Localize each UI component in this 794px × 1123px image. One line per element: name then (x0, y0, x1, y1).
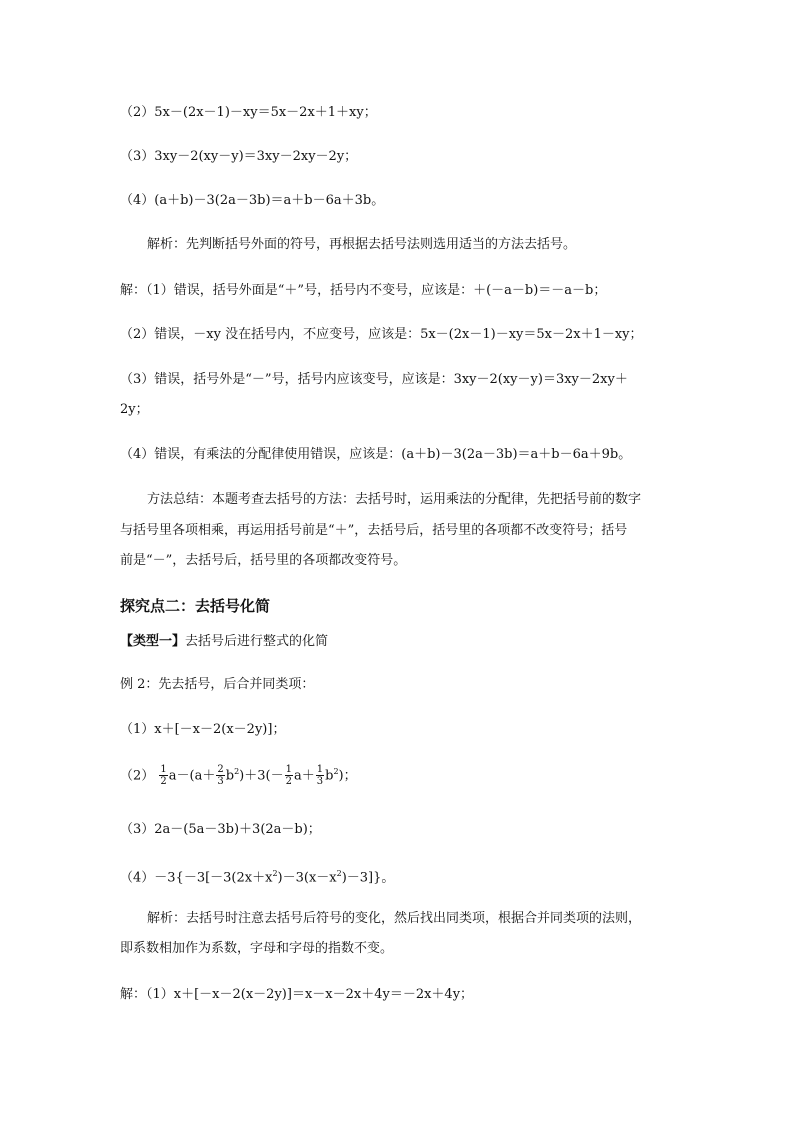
text: )－3(x－x (277, 870, 337, 886)
type-label: 【类型一】 (120, 634, 186, 649)
numerator: 1 (285, 764, 292, 776)
text: （2） (120, 768, 155, 784)
exponent: 2 (234, 767, 240, 776)
answer-line-4: （4）(a＋b)－3(2a－3b)＝a＋b－6a＋3b。 (120, 193, 385, 208)
denominator: 3 (316, 776, 324, 788)
text: （4）－3{－3[－3(2x＋x (120, 870, 273, 886)
denominator: 3 (217, 776, 224, 788)
problem-2 (120, 763, 357, 787)
solution-2-line-1: 解：（1）x＋[－x－2(x－2y)]＝x－x－2x＋4y＝－2x＋4y； (120, 987, 474, 1002)
denominator: 2 (285, 776, 292, 788)
problem-1: （1）x＋[－x－2(x－2y)]； (120, 722, 286, 737)
solution-line-3-cont: 2y； (120, 402, 149, 417)
text: )＋3(－ (239, 768, 284, 784)
method-summary-line-1: 方法总结：本题考查去括号的方法：去括号时，运用乘法的分配律，先把括号前的数字 (147, 492, 642, 507)
solution-line-2: （2）错误，－xy 没在括号内，不应变号，应该是：5x－(2x－1)－xy＝5x－2x＋1－xy； (120, 327, 643, 342)
fraction (159, 764, 167, 787)
text: a＋ (293, 768, 315, 784)
answer-line-2: （2）5x－(2x－1)－xy＝5x－2x＋1＋xy； (120, 105, 377, 120)
problem-3: （3）2a－(5a－3b)＋3(2a－b)； (120, 822, 321, 837)
analysis-2-line-1: 解析：去括号时注意去括号后符号的变化，然后找出同类项，根据合并同类项的法则， (147, 911, 642, 926)
exponent: 2 (333, 767, 339, 776)
method-summary-line-3: 前是“－”，去括号后，括号里的各项都改变符号。 (120, 553, 407, 568)
section-heading: 探究点二：去括号化简 (120, 597, 271, 615)
example-prompt: 例 2：先去括号，后合并同类项： (120, 677, 315, 692)
fraction (285, 764, 293, 787)
fraction (316, 764, 324, 787)
numerator: 2 (217, 764, 224, 776)
analysis-2-line-2: 即系数相加作为系数，字母和字母的指数不变。 (120, 941, 394, 956)
numerator: 1 (160, 764, 167, 776)
type-title: 去括号后进行整式的化简 (185, 634, 329, 649)
denominator: 2 (160, 776, 167, 788)
analysis-paragraph: 解析：先判断括号外面的符号，再根据去括号法则选用适当的方法去括号。 (147, 237, 577, 252)
text: b (225, 768, 235, 784)
exponent: 2 (336, 869, 342, 878)
solution-line-4: （4）错误，有乘法的分配律使用错误，应该是：(a＋b)－3(2a－3b)＝a＋b－6a＋9b。 (120, 447, 632, 462)
numerator: 1 (316, 764, 324, 776)
solution-line-3: （3）错误，括号外是“－”号，括号内应该变号，应该是：3xy－2(xy－y)＝3xy－2xy＋ (120, 372, 628, 387)
problem-4 (120, 865, 394, 887)
text: b (325, 768, 334, 784)
answer-line-3: （3）3xy－2(xy－y)＝3xy－2xy－2y； (120, 149, 358, 164)
text: )； (338, 768, 357, 784)
method-summary-line-2: 与括号里各项相乘，再运用括号前是“＋”，去括号后，括号里的各项都不改变符号；括号 (120, 523, 628, 538)
text: a－(a＋ (168, 768, 216, 784)
solution-line-1: 解：（1）错误，括号外面是“＋”号，括号内不变号，应该是：＋(－a－b)＝－a－b； (120, 283, 607, 298)
text: )－3]}。 (341, 870, 395, 886)
fraction (216, 764, 224, 787)
exponent: 2 (272, 869, 278, 878)
type-heading (120, 633, 328, 651)
